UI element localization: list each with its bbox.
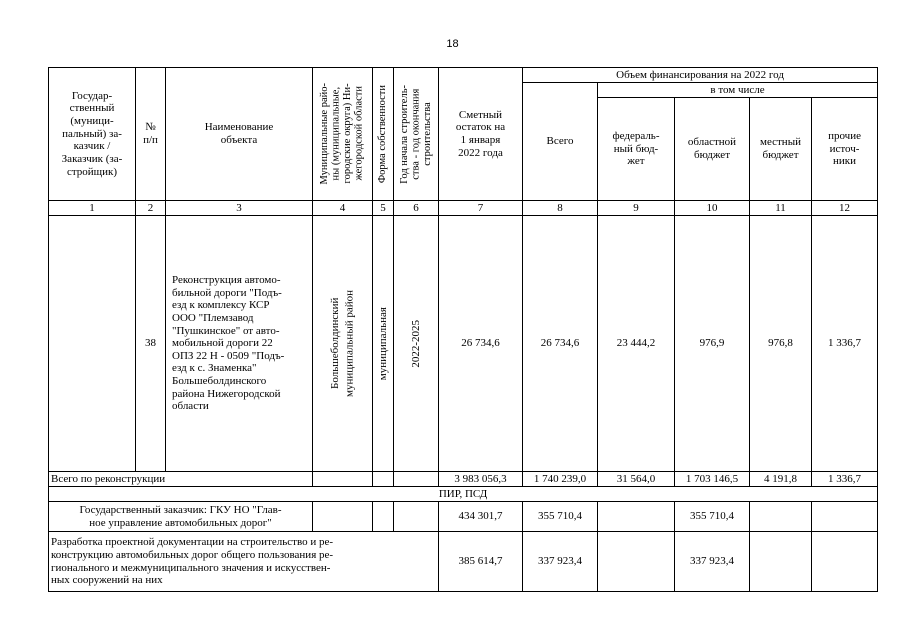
design-regional: 337 923,4 bbox=[675, 532, 750, 592]
header-other-text: прочие источ- ники bbox=[828, 130, 861, 168]
total-total: 1 740 239,0 bbox=[523, 472, 598, 487]
header-regional-text: областной бюджет bbox=[687, 136, 737, 161]
row38-object-name bbox=[166, 216, 313, 472]
header-remainder-text: Сметный остаток на 1 января 2022 года bbox=[455, 108, 506, 159]
header-customer bbox=[49, 68, 136, 201]
total-empty bbox=[373, 472, 394, 487]
row38-years bbox=[394, 216, 439, 472]
header-object-name-text: Наименование объекта bbox=[204, 121, 274, 146]
column-number: 2 bbox=[136, 201, 166, 216]
customer-local bbox=[750, 502, 812, 532]
header-customer-text: Государ- ственный (муници- пальный) за- казчик / Заказчик (за- стройщик) bbox=[61, 89, 123, 178]
total-empty bbox=[313, 472, 373, 487]
header-district bbox=[313, 68, 373, 201]
row38-district bbox=[313, 216, 373, 472]
header-ownership bbox=[373, 68, 394, 201]
header-remainder bbox=[439, 68, 523, 201]
column-number: 11 bbox=[750, 201, 812, 216]
column-number: 7 bbox=[439, 201, 523, 216]
header-federal bbox=[598, 98, 675, 201]
financing-table bbox=[48, 67, 878, 592]
header-number-text: № п/п bbox=[143, 121, 158, 146]
customer-empty bbox=[394, 502, 439, 532]
design-federal bbox=[598, 532, 675, 592]
row38-total: 26 734,6 bbox=[523, 216, 598, 472]
table-row bbox=[49, 216, 878, 472]
design-local bbox=[750, 532, 812, 592]
header-object-name bbox=[166, 68, 313, 201]
page-number: 18 bbox=[446, 38, 459, 50]
header-number bbox=[136, 68, 166, 201]
header-ownership-text: Форма собственности bbox=[377, 84, 389, 184]
row38-customer bbox=[49, 216, 136, 472]
design-other bbox=[812, 532, 878, 592]
header-local bbox=[750, 98, 812, 201]
header-total: Всего bbox=[523, 83, 598, 201]
customer-label bbox=[49, 502, 313, 532]
column-number: 1 bbox=[49, 201, 136, 216]
row38-local: 976,8 bbox=[750, 216, 812, 472]
row38-years-text: 2022-2025 bbox=[409, 319, 422, 368]
header-district-text: Муниципальные райо- ны (муниципальные, городские округа) Ни- жегородской области bbox=[319, 83, 366, 185]
header-local-text: местный бюджет bbox=[760, 136, 801, 161]
customer-label-text: Государственный заказчик: ГКУ НО "Глав- ное управление автомобильных дорог" bbox=[79, 503, 282, 529]
column-number: 12 bbox=[812, 201, 878, 216]
total-row bbox=[49, 472, 878, 487]
row38-federal: 23 444,2 bbox=[598, 216, 675, 472]
row38-district-text: Большеболдинский муниципальный район bbox=[329, 290, 356, 397]
customer-empty bbox=[313, 502, 373, 532]
total-regional: 1 703 146,5 bbox=[675, 472, 750, 487]
header-regional bbox=[675, 98, 750, 201]
total-empty bbox=[394, 472, 439, 487]
design-label bbox=[49, 532, 439, 592]
customer-other bbox=[812, 502, 878, 532]
row38-number: 38 bbox=[136, 216, 166, 472]
total-local: 4 191,8 bbox=[750, 472, 812, 487]
customer-regional: 355 710,4 bbox=[675, 502, 750, 532]
header-years-text: Год начала строитель- ства - год окончания строительства bbox=[398, 84, 433, 184]
total-other: 1 336,7 bbox=[812, 472, 878, 487]
column-number: 9 bbox=[598, 201, 675, 216]
design-label-text: Разработка проектной документации на строительство и ре- конструкцию автомобильных дорог общего пользования ре- гионального и межмуниципального значения и искусствен- ных сооружений на них bbox=[51, 536, 334, 587]
row38-ownership-text: муниципальная bbox=[376, 306, 389, 381]
total-federal: 31 564,0 bbox=[598, 472, 675, 487]
total-label: Всего по реконструкции bbox=[49, 472, 313, 487]
column-number: 5 bbox=[373, 201, 394, 216]
table-row bbox=[49, 502, 878, 532]
customer-remainder: 434 301,7 bbox=[439, 502, 523, 532]
column-number: 3 bbox=[166, 201, 313, 216]
column-number: 10 bbox=[675, 201, 750, 216]
table-row bbox=[49, 532, 878, 592]
row38-ownership bbox=[373, 216, 394, 472]
total-remainder: 3 983 056,3 bbox=[439, 472, 523, 487]
section-row bbox=[49, 487, 878, 502]
column-number: 4 bbox=[313, 201, 373, 216]
row38-regional: 976,9 bbox=[675, 216, 750, 472]
header-funding-title: Объем финансирования на 2022 год bbox=[523, 68, 878, 83]
section-pir-title: ПИР, ПСД bbox=[49, 487, 878, 502]
column-number: 6 bbox=[394, 201, 439, 216]
design-total: 337 923,4 bbox=[523, 532, 598, 592]
column-number-row bbox=[49, 201, 878, 216]
column-number: 8 bbox=[523, 201, 598, 216]
row38-object-name-text: Реконструкция автомо- бильной дороги "Подъ- езд к комплексу КСР ООО "Племзавод "Пушкинское" от авто- мобильной дороги 22 ОПЗ 22 Н - 0509 "Подъ- езд к с. Знаменка" Большеболдинского района Нижегородской области bbox=[172, 273, 285, 413]
header-years bbox=[394, 68, 439, 201]
customer-federal bbox=[598, 502, 675, 532]
header-federal-text: федераль- ный бюд- жет bbox=[612, 130, 660, 168]
header-other bbox=[812, 98, 878, 201]
row38-other: 1 336,7 bbox=[812, 216, 878, 472]
design-remainder: 385 614,7 bbox=[439, 532, 523, 592]
row38-remainder: 26 734,6 bbox=[439, 216, 523, 472]
header-including: в том числе bbox=[598, 83, 878, 98]
customer-total: 355 710,4 bbox=[523, 502, 598, 532]
customer-empty bbox=[373, 502, 394, 532]
